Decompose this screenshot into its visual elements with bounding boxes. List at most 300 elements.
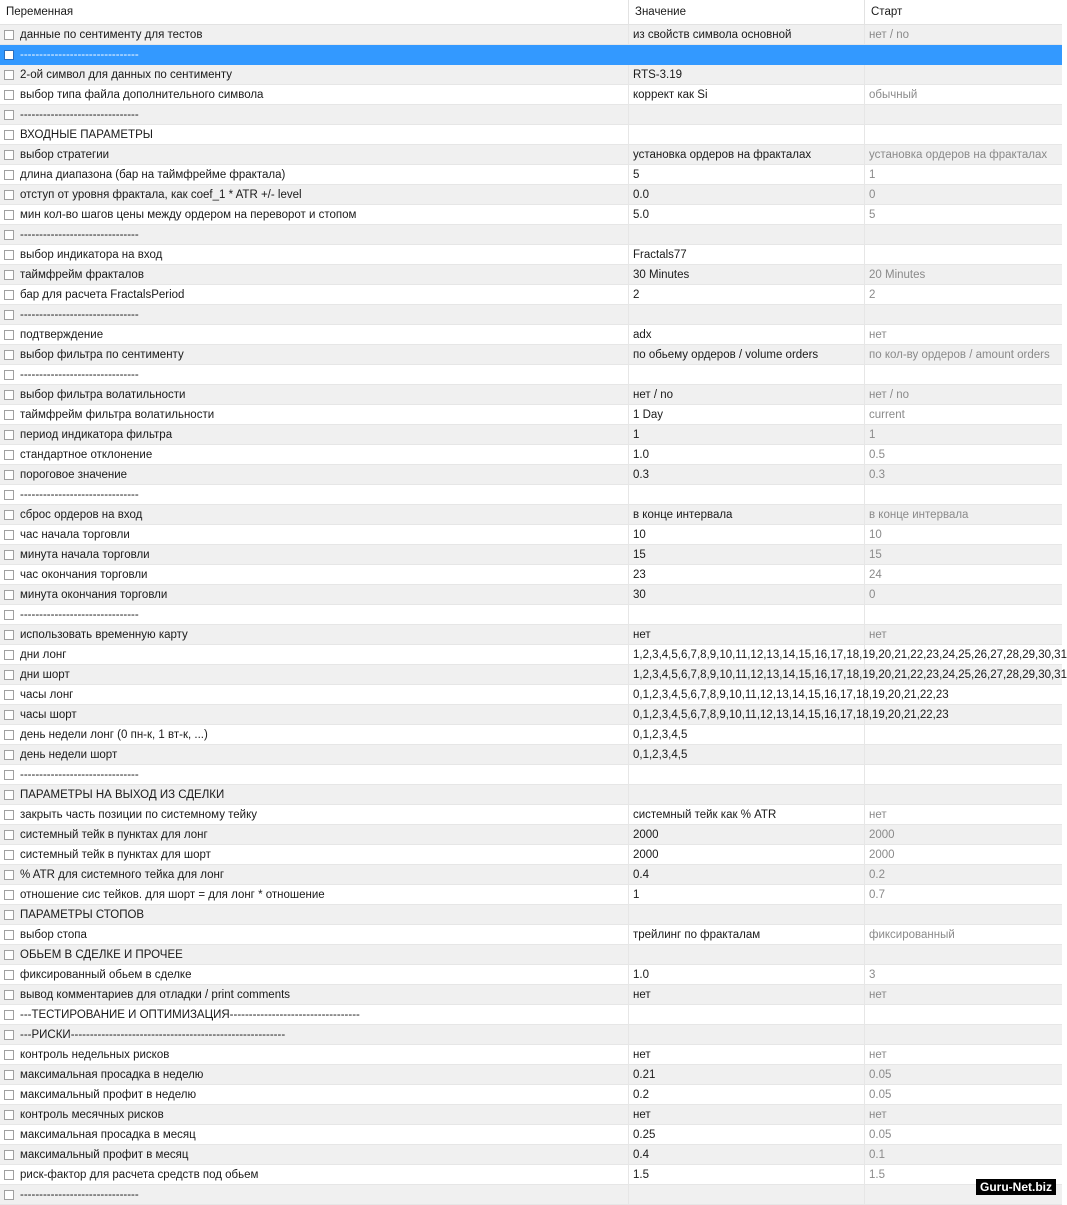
- variable-cell: [0, 725, 629, 745]
- variable-cell: [0, 365, 629, 385]
- table-row[interactable]: [0, 385, 1062, 405]
- variable-name: дни лонг: [20, 648, 67, 661]
- value-cell[interactable]: 1 Day: [629, 405, 865, 425]
- start-cell[interactable]: нет: [865, 985, 1062, 1005]
- start-cell[interactable]: 1: [865, 425, 1062, 445]
- column-header-value[interactable]: Значение: [629, 0, 865, 24]
- optimize-checkbox[interactable]: [4, 930, 14, 940]
- table-row[interactable]: [0, 1125, 1062, 1145]
- optimize-checkbox[interactable]: [4, 910, 14, 920]
- start-cell[interactable]: 0.2: [865, 865, 1062, 885]
- variable-name: -------------------------------: [20, 368, 139, 381]
- variable-name: максимальный профит в месяц: [20, 1148, 189, 1161]
- variable-cell: [0, 145, 629, 165]
- start-cell[interactable]: в конце интервала: [865, 505, 1062, 525]
- variable-cell: [0, 305, 629, 325]
- table-row[interactable]: [0, 265, 1062, 285]
- variable-cell: [0, 885, 629, 905]
- table-row[interactable]: [0, 305, 1062, 325]
- start-cell[interactable]: [865, 365, 1062, 385]
- variable-name: максимальная просадка в месяц: [20, 1128, 196, 1141]
- value-cell[interactable]: нет / no: [629, 385, 865, 405]
- optimize-checkbox[interactable]: [4, 850, 14, 860]
- value-cell[interactable]: трейлинг по фракталам: [629, 925, 865, 945]
- value-cell[interactable]: из свойств символа основной: [629, 25, 865, 45]
- table-row[interactable]: [0, 1185, 1062, 1205]
- table-row[interactable]: [0, 965, 1062, 985]
- value-cell[interactable]: 30 Minutes: [629, 265, 865, 285]
- value-cell[interactable]: 10: [629, 525, 865, 545]
- start-cell[interactable]: 0.1: [865, 1145, 1062, 1165]
- start-cell[interactable]: нет: [865, 1045, 1062, 1065]
- optimize-checkbox[interactable]: [4, 30, 14, 40]
- start-cell[interactable]: [865, 785, 1062, 805]
- table-row[interactable]: [0, 445, 1062, 465]
- optimize-checkbox[interactable]: [4, 1190, 14, 1200]
- optimize-checkbox[interactable]: [4, 170, 14, 180]
- table-row[interactable]: [0, 705, 1062, 725]
- start-cell[interactable]: нет: [865, 625, 1062, 645]
- value-cell[interactable]: 1: [629, 885, 865, 905]
- optimize-checkbox[interactable]: [4, 110, 14, 120]
- variable-cell: [0, 25, 629, 45]
- variable-cell: [0, 1165, 629, 1185]
- value-cell[interactable]: [629, 765, 865, 785]
- start-cell[interactable]: [865, 225, 1062, 245]
- table-row[interactable]: [0, 1165, 1062, 1185]
- optimize-checkbox[interactable]: [4, 1130, 14, 1140]
- optimize-checkbox[interactable]: [4, 490, 14, 500]
- table-row[interactable]: [0, 365, 1062, 385]
- value-cell[interactable]: 1.0: [629, 965, 865, 985]
- value-cell[interactable]: [629, 605, 865, 625]
- table-row[interactable]: [0, 525, 1062, 545]
- table-row[interactable]: [0, 145, 1062, 165]
- table-row[interactable]: [0, 225, 1062, 245]
- value-cell[interactable]: 0.21: [629, 1065, 865, 1085]
- value-cell[interactable]: [629, 945, 865, 965]
- variable-name: -------------------------------: [20, 768, 139, 781]
- variable-name: минута начала торговли: [20, 548, 150, 561]
- value-cell[interactable]: 0.25: [629, 1125, 865, 1145]
- table-row[interactable]: [0, 465, 1062, 485]
- optimize-checkbox[interactable]: [4, 590, 14, 600]
- value-cell[interactable]: [629, 125, 865, 145]
- table-row[interactable]: [0, 1145, 1062, 1165]
- table-row[interactable]: [0, 985, 1062, 1005]
- optimize-checkbox[interactable]: [4, 150, 14, 160]
- start-cell[interactable]: [865, 65, 1062, 85]
- optimize-checkbox[interactable]: [4, 990, 14, 1000]
- variable-cell: [0, 925, 629, 945]
- optimize-checkbox[interactable]: [4, 450, 14, 460]
- optimize-checkbox[interactable]: [4, 790, 14, 800]
- value-cell[interactable]: RTS-3.19: [629, 65, 865, 85]
- optimize-checkbox[interactable]: [4, 390, 14, 400]
- value-cell[interactable]: коррект как Si: [629, 85, 865, 105]
- value-cell[interactable]: нет: [629, 1045, 865, 1065]
- table-row[interactable]: [0, 685, 1062, 705]
- optimize-checkbox[interactable]: [4, 530, 14, 540]
- start-cell[interactable]: [865, 125, 1062, 145]
- table-row[interactable]: [0, 125, 1062, 145]
- value-cell[interactable]: [629, 45, 865, 65]
- table-row[interactable]: [0, 625, 1062, 645]
- value-cell[interactable]: 2000: [629, 825, 865, 845]
- start-cell[interactable]: [865, 665, 1062, 685]
- optimize-checkbox[interactable]: [4, 890, 14, 900]
- optimize-checkbox[interactable]: [4, 70, 14, 80]
- start-cell[interactable]: [865, 945, 1062, 965]
- optimize-checkbox[interactable]: [4, 370, 14, 380]
- variable-name: контроль недельных рисков: [20, 1048, 170, 1061]
- optimize-checkbox[interactable]: [4, 50, 14, 60]
- start-cell[interactable]: 0.3: [865, 465, 1062, 485]
- table-row[interactable]: [0, 765, 1062, 785]
- table-row[interactable]: [0, 885, 1062, 905]
- optimize-checkbox[interactable]: [4, 510, 14, 520]
- variable-name: системный тейк в пунктах для шорт: [20, 848, 211, 861]
- value-cell[interactable]: [629, 1025, 865, 1045]
- optimize-checkbox[interactable]: [4, 1110, 14, 1120]
- optimize-checkbox[interactable]: [4, 330, 14, 340]
- start-cell[interactable]: 0.05: [865, 1065, 1062, 1085]
- value-cell[interactable]: [629, 305, 865, 325]
- table-header: [0, 0, 1062, 25]
- variable-name: выбор фильтра волатильности: [20, 388, 186, 401]
- table-row[interactable]: [0, 925, 1062, 945]
- optimize-checkbox[interactable]: [4, 350, 14, 360]
- optimize-checkbox[interactable]: [4, 430, 14, 440]
- table-row[interactable]: [0, 745, 1062, 765]
- variable-cell: [0, 325, 629, 345]
- start-cell[interactable]: 3: [865, 965, 1062, 985]
- variable-name: период индикатора фильтра: [20, 428, 173, 441]
- start-cell[interactable]: 0: [865, 185, 1062, 205]
- start-cell[interactable]: 2000: [865, 845, 1062, 865]
- value-cell[interactable]: установка ордеров на фракталах: [629, 145, 865, 165]
- variable-cell: [0, 565, 629, 585]
- table-row[interactable]: [0, 25, 1062, 45]
- value-cell[interactable]: adx: [629, 325, 865, 345]
- start-cell[interactable]: 0.05: [865, 1085, 1062, 1105]
- table-row[interactable]: [0, 1005, 1062, 1025]
- optimize-checkbox[interactable]: [4, 310, 14, 320]
- variable-name: 2-ой символ для данных по сентименту: [20, 68, 233, 81]
- variable-name: минута окончания торговли: [20, 588, 168, 601]
- optimize-checkbox[interactable]: [4, 90, 14, 100]
- start-cell[interactable]: 0.7: [865, 885, 1062, 905]
- variable-name: -------------------------------: [20, 48, 139, 61]
- variable-cell: [0, 705, 629, 725]
- value-cell[interactable]: 0,1,2,3,4,5: [629, 745, 865, 765]
- start-cell[interactable]: [865, 685, 1062, 705]
- variable-name: -------------------------------: [20, 1188, 139, 1201]
- optimize-checkbox[interactable]: [4, 750, 14, 760]
- start-cell[interactable]: 24: [865, 565, 1062, 585]
- table-row[interactable]: [0, 645, 1067, 665]
- variable-cell: [0, 405, 629, 425]
- variable-cell: [0, 285, 629, 305]
- start-cell[interactable]: [865, 705, 1062, 725]
- optimize-checkbox[interactable]: [4, 1090, 14, 1100]
- value-cell[interactable]: 0.2: [629, 1085, 865, 1105]
- value-cell[interactable]: 1.0: [629, 445, 865, 465]
- optimize-checkbox[interactable]: [4, 550, 14, 560]
- optimize-checkbox[interactable]: [4, 1150, 14, 1160]
- start-cell[interactable]: [865, 745, 1062, 765]
- value-cell[interactable]: [629, 365, 865, 385]
- variable-cell: [0, 1005, 629, 1025]
- table-row[interactable]: [0, 665, 1067, 685]
- start-cell[interactable]: current: [865, 405, 1062, 425]
- value-cell[interactable]: [629, 225, 865, 245]
- variable-name: вывод комментариев для отладки / print comments: [20, 988, 291, 1001]
- table-row[interactable]: [0, 325, 1062, 345]
- table-row[interactable]: [0, 545, 1062, 565]
- start-cell[interactable]: 0.5: [865, 445, 1062, 465]
- variable-cell: [0, 205, 629, 225]
- value-cell[interactable]: 23: [629, 565, 865, 585]
- table-row[interactable]: [0, 425, 1062, 445]
- start-cell[interactable]: 20 Minutes: [865, 265, 1062, 285]
- optimize-checkbox[interactable]: [4, 970, 14, 980]
- table-row[interactable]: [0, 505, 1062, 525]
- value-cell[interactable]: по обьему ордеров / volume orders: [629, 345, 865, 365]
- optimize-checkbox[interactable]: [4, 610, 14, 620]
- variable-cell: [0, 125, 629, 145]
- value-cell[interactable]: [629, 905, 865, 925]
- variable-cell: [0, 1125, 629, 1145]
- value-cell[interactable]: 5: [629, 165, 865, 185]
- variable-cell: [0, 265, 629, 285]
- variable-name: бар для расчета FractalsPeriod: [20, 288, 185, 301]
- variable-cell: [0, 905, 629, 925]
- table-row[interactable]: [0, 65, 1062, 85]
- value-cell[interactable]: [629, 105, 865, 125]
- variable-cell: [0, 225, 629, 245]
- variable-name: дни шорт: [20, 668, 70, 681]
- value-cell[interactable]: в конце интервала: [629, 505, 865, 525]
- table-row[interactable]: [0, 565, 1062, 585]
- optimize-checkbox[interactable]: [4, 190, 14, 200]
- table-row[interactable]: [0, 1105, 1062, 1125]
- value-cell[interactable]: 0.4: [629, 865, 865, 885]
- variable-name: стандартное отклонение: [20, 448, 153, 461]
- table-row[interactable]: [0, 345, 1062, 365]
- table-row[interactable]: [0, 905, 1062, 925]
- table-row[interactable]: [0, 185, 1062, 205]
- optimize-checkbox[interactable]: [4, 1050, 14, 1060]
- start-cell[interactable]: нет / no: [865, 385, 1062, 405]
- value-cell[interactable]: 1,2,3,4,5,6,7,8,9,10,11,12,13,14,15,16,17,18,19,20,21,22,23,24,25,26,27,28,29,30,31: [629, 645, 865, 665]
- start-cell[interactable]: 2000: [865, 825, 1062, 845]
- start-cell[interactable]: [865, 245, 1062, 265]
- variable-name: длина диапазона (бар на таймфрейме фрактала): [20, 168, 286, 181]
- variable-cell: [0, 445, 629, 465]
- start-cell[interactable]: [865, 1025, 1062, 1045]
- start-cell[interactable]: [865, 645, 1062, 665]
- variable-name: фиксированный обьем в сделке: [20, 968, 192, 981]
- variable-name: % ATR для системного тейка для лонг: [20, 868, 225, 881]
- table-row[interactable]: [0, 605, 1062, 625]
- optimize-checkbox[interactable]: [4, 470, 14, 480]
- optimize-checkbox[interactable]: [4, 1170, 14, 1180]
- variable-cell: [0, 845, 629, 865]
- table-row[interactable]: [0, 1025, 1062, 1045]
- variable-cell: [0, 605, 629, 625]
- table-row[interactable]: [0, 785, 1062, 805]
- table-row[interactable]: [0, 585, 1062, 605]
- variable-cell: [0, 425, 629, 445]
- start-cell[interactable]: обычный: [865, 85, 1062, 105]
- optimize-checkbox[interactable]: [4, 130, 14, 140]
- value-cell[interactable]: 0.3: [629, 465, 865, 485]
- optimize-checkbox[interactable]: [4, 870, 14, 880]
- start-cell[interactable]: установка ордеров на фракталах: [865, 145, 1062, 165]
- optimize-checkbox[interactable]: [4, 710, 14, 720]
- variable-name: ПАРАМЕТРЫ НА ВЫХОД ИЗ СДЕЛКИ: [20, 788, 225, 801]
- column-header-start[interactable]: Старт: [871, 6, 903, 18]
- optimize-checkbox[interactable]: [4, 230, 14, 240]
- value-cell[interactable]: 2000: [629, 845, 865, 865]
- value-cell[interactable]: системный тейк как % ATR: [629, 805, 865, 825]
- variable-cell: [0, 245, 629, 265]
- start-cell[interactable]: [865, 105, 1062, 125]
- start-cell[interactable]: 15: [865, 545, 1062, 565]
- watermark-logo: Guru-Net.biz: [976, 1179, 1056, 1195]
- optimize-checkbox[interactable]: [4, 250, 14, 260]
- variable-name: выбор индикатора на вход: [20, 248, 163, 261]
- optimize-checkbox[interactable]: [4, 570, 14, 580]
- start-cell[interactable]: 2: [865, 285, 1062, 305]
- table-row[interactable]: [0, 85, 1062, 105]
- value-cell[interactable]: 0,1,2,3,4,5,6,7,8,9,10,11,12,13,14,15,16,17,18,19,20,21,22,23: [629, 685, 865, 705]
- optimize-checkbox[interactable]: [4, 410, 14, 420]
- value-cell[interactable]: 1: [629, 425, 865, 445]
- value-cell[interactable]: 1,2,3,4,5,6,7,8,9,10,11,12,13,14,15,16,17,18,19,20,21,22,23,24,25,26,27,28,29,30,31: [629, 665, 865, 685]
- variable-name: час начала торговли: [20, 528, 130, 541]
- value-cell[interactable]: 1.5: [629, 1165, 865, 1185]
- variable-name: системный тейк в пунктах для лонг: [20, 828, 208, 841]
- value-cell[interactable]: [629, 1005, 865, 1025]
- start-cell[interactable]: [865, 605, 1062, 625]
- table-row[interactable]: [0, 165, 1062, 185]
- table-row[interactable]: [0, 725, 1062, 745]
- value-cell[interactable]: 0,1,2,3,4,5: [629, 725, 865, 745]
- optimize-checkbox[interactable]: [4, 650, 14, 660]
- start-cell[interactable]: [865, 45, 1062, 65]
- value-cell[interactable]: 15: [629, 545, 865, 565]
- value-cell[interactable]: Fractals77: [629, 245, 865, 265]
- table-row[interactable]: [0, 105, 1062, 125]
- variable-name: использовать временную карту: [20, 628, 188, 641]
- variable-cell: [0, 525, 629, 545]
- start-cell[interactable]: [865, 725, 1062, 745]
- table-row[interactable]: [0, 285, 1062, 305]
- table-row[interactable]: [0, 45, 1062, 65]
- start-cell[interactable]: 1: [865, 165, 1062, 185]
- variable-cell: [0, 45, 629, 65]
- start-cell[interactable]: [865, 1005, 1062, 1025]
- table-row[interactable]: [0, 825, 1062, 845]
- value-cell[interactable]: 0.4: [629, 1145, 865, 1165]
- optimize-checkbox[interactable]: [4, 830, 14, 840]
- start-cell[interactable]: [865, 305, 1062, 325]
- start-cell[interactable]: нет / no: [865, 25, 1062, 45]
- table-row[interactable]: [0, 865, 1062, 885]
- table-row[interactable]: [0, 845, 1062, 865]
- column-header-variable[interactable]: Переменная: [0, 0, 629, 24]
- value-cell[interactable]: нет: [629, 985, 865, 1005]
- table-row[interactable]: [0, 405, 1062, 425]
- variable-cell: [0, 825, 629, 845]
- table-row[interactable]: [0, 205, 1062, 225]
- value-cell[interactable]: нет: [629, 1105, 865, 1125]
- start-cell[interactable]: 1.5: [865, 1165, 1062, 1185]
- optimize-checkbox[interactable]: [4, 730, 14, 740]
- optimize-checkbox[interactable]: [4, 1010, 14, 1020]
- table-row[interactable]: [0, 1045, 1062, 1065]
- optimize-checkbox[interactable]: [4, 770, 14, 780]
- start-cell[interactable]: 0: [865, 585, 1062, 605]
- start-cell[interactable]: [865, 905, 1062, 925]
- optimize-checkbox[interactable]: [4, 290, 14, 300]
- start-cell[interactable]: нет: [865, 325, 1062, 345]
- optimize-checkbox[interactable]: [4, 670, 14, 680]
- variable-cell: [0, 85, 629, 105]
- start-cell[interactable]: 0.05: [865, 1125, 1062, 1145]
- start-cell[interactable]: фиксированный: [865, 925, 1062, 945]
- table-row[interactable]: [0, 805, 1062, 825]
- variable-cell: [0, 745, 629, 765]
- value-cell[interactable]: [629, 485, 865, 505]
- start-cell[interactable]: нет: [865, 1105, 1062, 1125]
- optimize-checkbox[interactable]: [4, 1030, 14, 1040]
- start-cell[interactable]: 10: [865, 525, 1062, 545]
- value-cell[interactable]: 0.0: [629, 185, 865, 205]
- variable-name: сброс ордеров на вход: [20, 508, 143, 521]
- value-cell[interactable]: нет: [629, 625, 865, 645]
- start-cell[interactable]: [865, 485, 1062, 505]
- value-cell[interactable]: 0,1,2,3,4,5,6,7,8,9,10,11,12,13,14,15,16,17,18,19,20,21,22,23: [629, 705, 865, 725]
- start-cell[interactable]: нет: [865, 805, 1062, 825]
- value-cell[interactable]: 5.0: [629, 205, 865, 225]
- value-cell[interactable]: [629, 1185, 865, 1205]
- table-row[interactable]: [0, 245, 1062, 265]
- variable-cell: [0, 865, 629, 885]
- variable-name: таймфрейм фракталов: [20, 268, 144, 281]
- table-row[interactable]: [0, 1085, 1062, 1105]
- start-cell[interactable]: 5: [865, 205, 1062, 225]
- value-cell[interactable]: [629, 785, 865, 805]
- optimize-checkbox[interactable]: [4, 630, 14, 640]
- value-cell[interactable]: 30: [629, 585, 865, 605]
- table-row[interactable]: [0, 485, 1062, 505]
- optimize-checkbox[interactable]: [4, 270, 14, 280]
- table-row[interactable]: [0, 1065, 1062, 1085]
- optimize-checkbox[interactable]: [4, 810, 14, 820]
- optimize-checkbox[interactable]: [4, 690, 14, 700]
- optimize-checkbox[interactable]: [4, 1070, 14, 1080]
- table-row[interactable]: [0, 945, 1062, 965]
- start-cell[interactable]: по кол-ву ордеров / amount orders: [865, 345, 1062, 365]
- optimize-checkbox[interactable]: [4, 210, 14, 220]
- start-cell[interactable]: [865, 765, 1062, 785]
- value-cell[interactable]: 2: [629, 285, 865, 305]
- optimize-checkbox[interactable]: [4, 950, 14, 960]
- variable-cell: [0, 165, 629, 185]
